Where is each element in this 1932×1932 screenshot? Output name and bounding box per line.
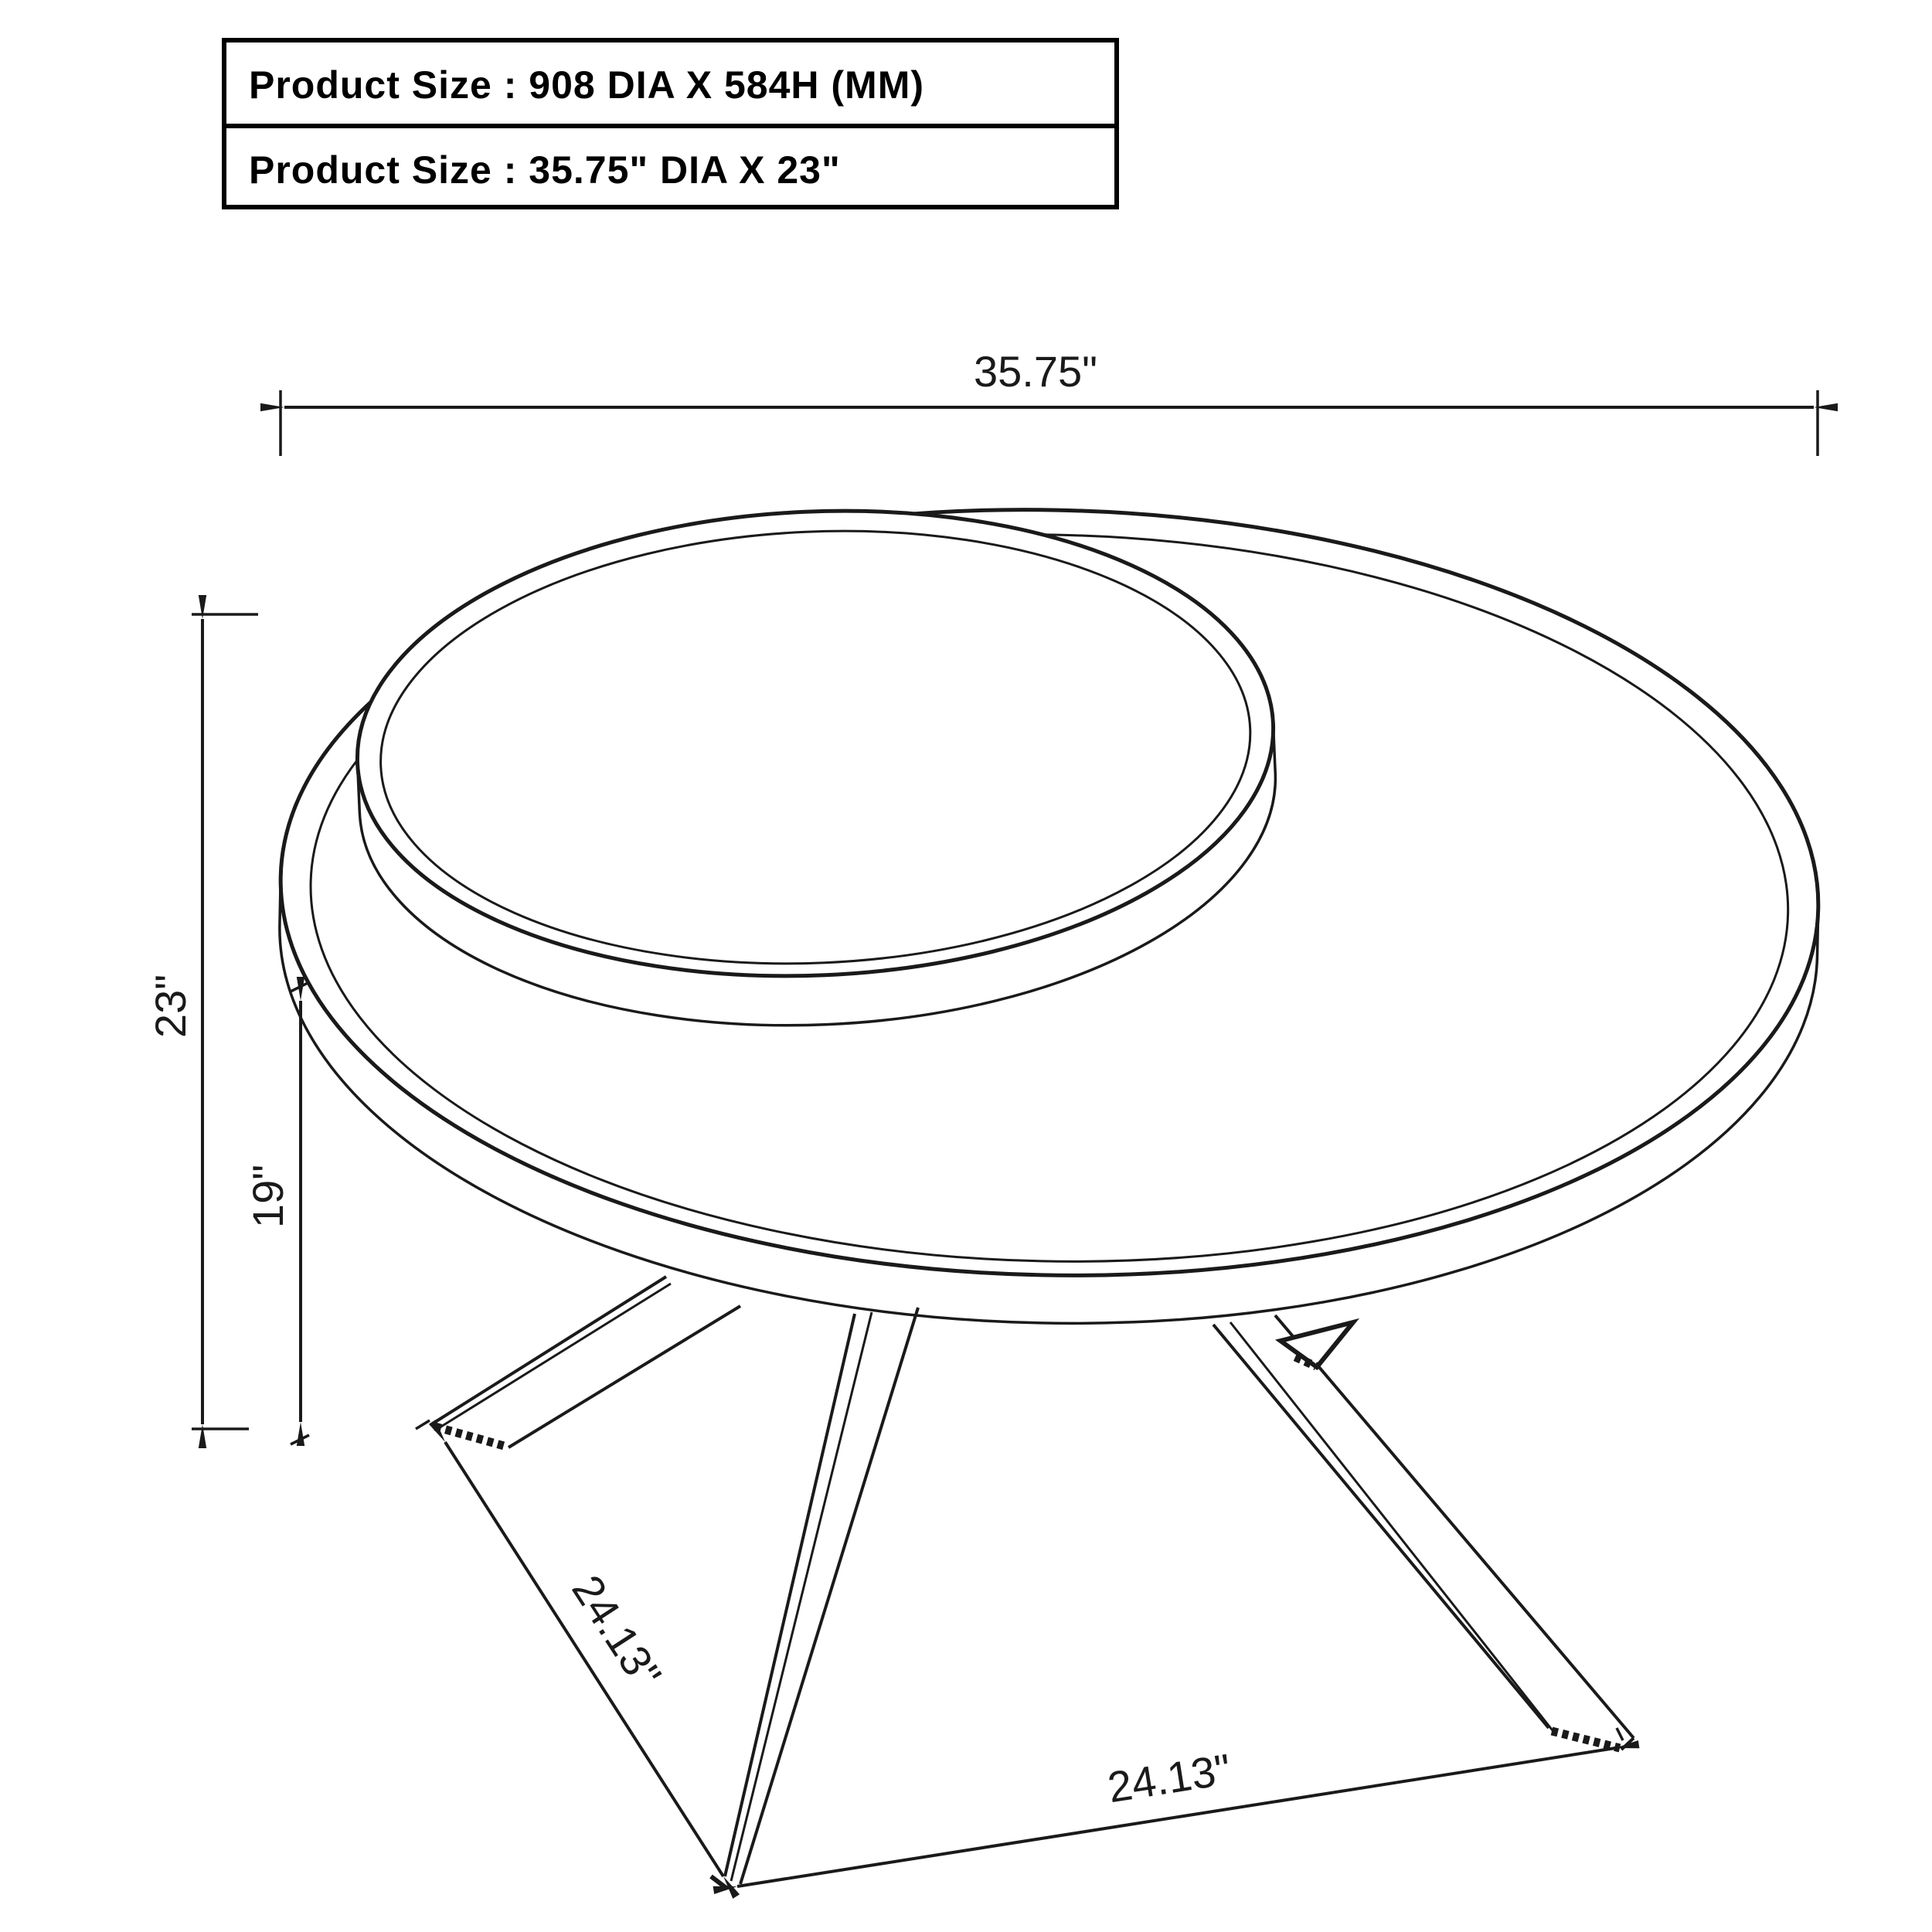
dimension-surface-height	[243, 982, 309, 1444]
left-leg	[433, 1277, 740, 1447]
dimension-surface-height-label: 19"	[243, 1164, 292, 1229]
dimension-leg-span-left	[416, 1420, 723, 1876]
dimension-leg-span-left-label: 24.13"	[563, 1566, 672, 1697]
dimension-total-height-label: 23"	[146, 974, 195, 1039]
front-leg	[711, 1308, 918, 1889]
dimension-total-height	[146, 614, 258, 1429]
spec-row-inch: Product Size : 35.75" DIA X 23"	[249, 148, 841, 192]
dimension-top-width	[281, 347, 1818, 456]
spec-row-mm: Product Size : 908 DIA X 584H (MM)	[249, 63, 924, 107]
back-leg-tip	[1281, 1322, 1353, 1367]
dimension-leg-span-front-label: 24.13"	[1104, 1744, 1234, 1812]
dimension-top-width-label: 35.75"	[973, 347, 1098, 396]
spec-box	[224, 40, 1117, 207]
right-leg	[1213, 1315, 1634, 1750]
dimension-leg-span-front	[737, 1728, 1623, 1886]
